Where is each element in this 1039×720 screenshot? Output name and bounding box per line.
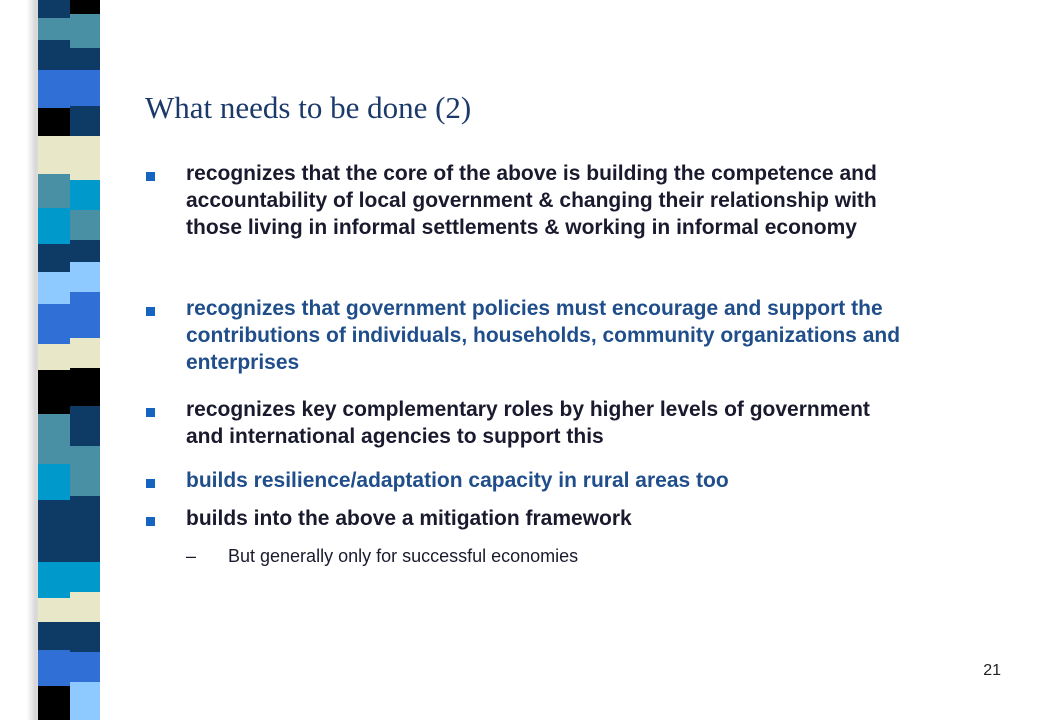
strip-block — [38, 40, 70, 70]
strip-block — [70, 368, 100, 406]
strip-block — [70, 338, 100, 368]
bullet-marker-icon — [146, 517, 155, 526]
strip-block — [38, 464, 70, 500]
strip-block — [38, 0, 70, 18]
strip-block — [38, 344, 70, 370]
strip-block — [70, 682, 100, 720]
strip-block — [70, 106, 100, 136]
strip-block — [70, 240, 100, 262]
bullet-item-2: recognizes that government policies must encourage and support the contributions of individuals, households, community organizations and enterprises — [186, 297, 901, 374]
strip-block — [70, 180, 100, 210]
strip-block — [38, 686, 70, 720]
strip-block — [70, 292, 100, 338]
page-number: 21 — [983, 662, 1001, 679]
strip-block — [38, 304, 70, 344]
strip-block — [70, 592, 100, 622]
strip-block — [38, 562, 70, 598]
bullet-item-3: recognizes key complementary roles by higher levels of government and international agencies to support this — [186, 398, 870, 448]
strip-block — [38, 414, 70, 464]
strip-block — [70, 446, 100, 496]
bullet-item-1: recognizes that the core of the above is building the competence and accountability of local government & changing their relationship with those living in informal settlements & working in informal economy — [186, 162, 877, 239]
strip-block — [38, 370, 70, 414]
strip-block — [38, 500, 70, 522]
strip-block — [70, 652, 100, 682]
strip-block — [38, 208, 70, 244]
strip-block — [70, 406, 100, 446]
strip-block — [38, 174, 70, 208]
strip-block — [70, 210, 100, 240]
bullet-marker-icon — [146, 307, 155, 316]
strip-block — [70, 532, 100, 562]
strip-block — [38, 650, 70, 686]
bullet-item-5: builds into the above a mitigation framework — [186, 507, 632, 530]
strip-block — [70, 496, 100, 532]
sub-bullet-item: But generally only for successful economies — [228, 546, 579, 566]
strip-block — [70, 136, 100, 180]
sub-bullet-dash: – — [186, 546, 197, 566]
strip-block — [38, 70, 70, 108]
strip-block — [38, 522, 70, 562]
decorative-side-strip — [0, 0, 120, 720]
strip-block — [70, 70, 100, 106]
slide-title: What needs to be done (2) — [145, 90, 472, 125]
bullet-marker-icon — [146, 408, 155, 417]
strip-block — [38, 272, 70, 304]
strip-block — [70, 14, 100, 48]
strip-block — [38, 598, 70, 622]
strip-block — [70, 0, 100, 14]
strip-block — [70, 48, 100, 70]
strip-block — [38, 622, 70, 650]
strip-block — [38, 18, 70, 40]
strip-block — [38, 136, 70, 174]
strip-block — [38, 108, 70, 136]
bullet-marker-icon — [146, 479, 155, 488]
bullet-item-4: builds resilience/adaptation capacity in rural areas too — [186, 469, 729, 492]
strip-block — [70, 562, 100, 592]
bullet-marker-icon — [146, 172, 155, 181]
strip-block — [70, 622, 100, 652]
strip-block — [38, 244, 70, 272]
strip-block — [70, 262, 100, 292]
